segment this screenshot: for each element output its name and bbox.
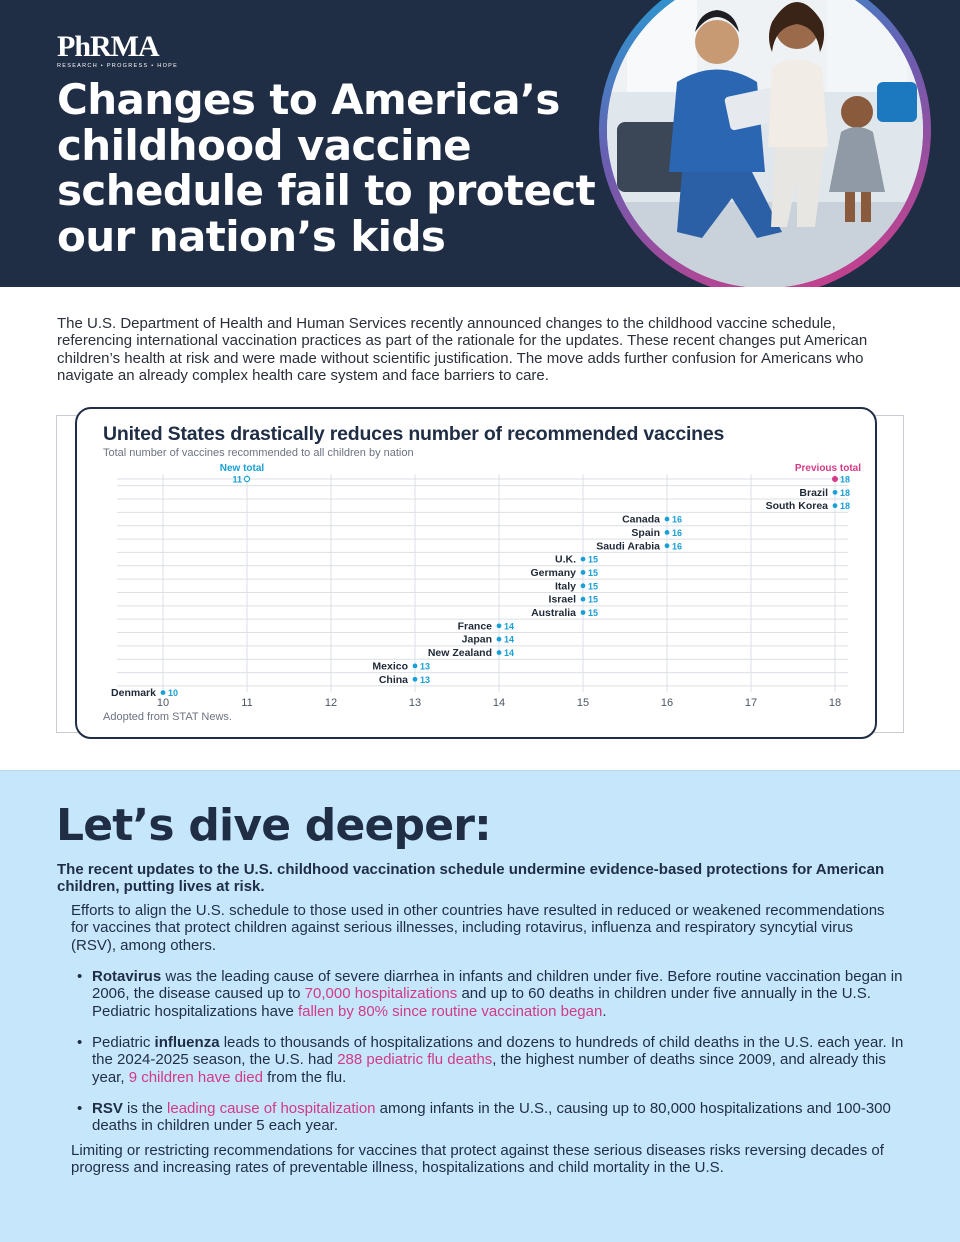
data-point bbox=[665, 543, 670, 548]
data-point bbox=[833, 490, 838, 495]
data-point bbox=[833, 503, 838, 508]
data-value-label: 15 bbox=[588, 608, 599, 618]
country-label: Brazil bbox=[799, 486, 828, 499]
data-point bbox=[665, 530, 670, 535]
page-title: Changes to America’s childhood vaccine schedule fail to protect our nation’s kids bbox=[57, 75, 596, 261]
data-point bbox=[581, 557, 586, 562]
bullet-term: Rotavirus bbox=[92, 968, 162, 985]
link-fallen-80-percent[interactable]: fallen by 80% since routine vaccination began bbox=[297, 1002, 603, 1020]
x-tick-label: 10 bbox=[156, 697, 170, 709]
bullet-text: is the bbox=[122, 1100, 168, 1117]
bullet-text: . bbox=[602, 1002, 607, 1020]
data-point bbox=[161, 690, 166, 695]
x-tick-label: 16 bbox=[660, 697, 674, 709]
country-label: South Korea bbox=[765, 500, 828, 513]
country-label: Italy bbox=[554, 580, 576, 593]
country-label: China bbox=[378, 673, 408, 686]
bullet-text: among infants in the U.S., causing up to 80,000 hospitalizations and 100-300 deaths in children under 5 each year. bbox=[92, 1100, 891, 1135]
country-label: Germany bbox=[530, 566, 576, 579]
data-point bbox=[497, 650, 502, 655]
bullet-rotavirus bbox=[92, 968, 907, 1020]
x-tick-label: 17 bbox=[744, 697, 758, 709]
new-total-point bbox=[244, 476, 249, 481]
country-label: Saudi Arabia bbox=[596, 540, 660, 553]
data-point bbox=[413, 677, 418, 682]
bullet-term: influenza bbox=[154, 1034, 220, 1051]
chart-grid bbox=[117, 474, 851, 692]
country-label: Israel bbox=[548, 593, 576, 606]
bullet-text: from the flu. bbox=[262, 1068, 347, 1086]
x-tick-label: 14 bbox=[492, 697, 506, 709]
bullet-text: , the highest number of deaths since 2009, and already this year, bbox=[92, 1051, 886, 1086]
body-paragraph-1: Efforts to align the U.S. schedule to those used in other countries have resulted in reduced or weakened recommendations for vaccines that protect children against serious illnesses, including rotavirus, influenza and respiratory syncytial virus (RSV), among others. bbox=[71, 902, 885, 954]
bullet-text: and up to 60 deaths in children under five annually in the U.S. Pediatric hospitalizations have bbox=[92, 985, 871, 1020]
bullet-term: RSV bbox=[92, 1100, 123, 1117]
x-tick-label: 18 bbox=[828, 697, 842, 709]
x-tick-label: 12 bbox=[324, 697, 338, 709]
data-value-label: 10 bbox=[168, 688, 179, 699]
x-tick-label: 15 bbox=[576, 697, 590, 709]
bullet-text: was the leading cause of severe diarrhea in infants and children under five. Before routine vaccination began in 2006, the disease caused up to bbox=[92, 968, 903, 1003]
data-point bbox=[581, 610, 586, 615]
previous-total-point bbox=[832, 476, 838, 482]
x-tick-label: 11 bbox=[241, 697, 253, 709]
intro-paragraph: The U.S. Department of Health and Human Services recently announced changes to the childhood vaccine schedule, referencing international vaccination practices as part of the rationale for the updates. These recent changes put American children’s health at risk and were made without scientific justification. The move adds further confusion for Americans who navigate an already complex health care system and face barriers to care. bbox=[57, 315, 868, 385]
section-lead: The recent updates to the U.S. childhood vaccination schedule undermine evidence-based protections for American children, putting lives at risk. bbox=[57, 861, 885, 896]
data-value-label: 16 bbox=[672, 541, 683, 552]
bullet-text: Pediatric bbox=[92, 1034, 155, 1051]
body-paragraph-2: Limiting or restricting recommendations for vaccines that protect against these serious diseases risks reversing decades of progress and increasing rates of preventable illness, hospitalizations and child mortality in the U.S. bbox=[71, 1142, 884, 1177]
country-label: Japan bbox=[461, 633, 492, 646]
chart-title: United States drastically reduces number of recommended vaccines bbox=[103, 423, 725, 445]
data-value-label: 14 bbox=[504, 621, 515, 632]
link-leading-cause-hospitalization[interactable]: leading cause of hospitalization bbox=[167, 1100, 376, 1117]
data-value-label: 14 bbox=[504, 648, 515, 659]
data-value-label: 14 bbox=[504, 634, 515, 645]
bullet-rsv bbox=[92, 1100, 907, 1135]
section-heading: Let’s dive deeper: bbox=[56, 800, 491, 851]
x-tick-label: 13 bbox=[408, 697, 422, 709]
chart-source: Adopted from STAT News. bbox=[103, 711, 232, 723]
data-value-label: 15 bbox=[588, 594, 599, 605]
country-label: Spain bbox=[631, 526, 660, 539]
data-value-label: 16 bbox=[672, 527, 683, 538]
data-point bbox=[581, 583, 586, 588]
previous-total-label: Previous total bbox=[794, 463, 861, 474]
chart-subtitle: Total number of vaccines recommended to all children by nation bbox=[103, 447, 414, 459]
bullet-text: leads to thousands of hospitalizations and dozens to hundreds of child deaths in the U.S. each year. In the 2024-2025 season, the U.S. had bbox=[92, 1034, 904, 1069]
country-label: Mexico bbox=[372, 660, 408, 673]
data-value-label: 18 bbox=[840, 501, 851, 512]
previous-total-value: 18 bbox=[840, 474, 851, 485]
country-label: Australia bbox=[531, 607, 576, 619]
data-value-label: 16 bbox=[672, 514, 683, 525]
data-value-label: 13 bbox=[420, 674, 431, 685]
link-70000-hospitalizations[interactable]: 70,000 hospitalizations bbox=[304, 985, 458, 1003]
country-label: France bbox=[457, 620, 492, 633]
data-point bbox=[581, 597, 586, 602]
data-value-label: 13 bbox=[420, 661, 431, 672]
country-label: U.K. bbox=[555, 553, 576, 566]
data-value-label: 15 bbox=[588, 581, 599, 592]
new-total-label: New total bbox=[219, 463, 265, 474]
link-288-flu-deaths[interactable]: 288 pediatric flu deaths bbox=[337, 1051, 493, 1069]
data-value-label: 18 bbox=[840, 487, 851, 498]
logo-wordmark: PhRMA bbox=[57, 30, 159, 63]
country-label: Denmark bbox=[111, 687, 156, 700]
data-point bbox=[497, 623, 502, 628]
country-label: New Zealand bbox=[427, 647, 492, 660]
data-value-label: 15 bbox=[588, 567, 599, 578]
data-point bbox=[581, 570, 586, 575]
data-point bbox=[497, 637, 502, 642]
data-point bbox=[413, 664, 418, 669]
link-9-children-died[interactable]: 9 children have died bbox=[128, 1068, 263, 1086]
country-label: Canada bbox=[622, 513, 660, 526]
data-point bbox=[665, 517, 670, 522]
new-total-value: 11 bbox=[232, 474, 242, 485]
bullet-influenza bbox=[92, 1034, 907, 1086]
logo-tagline: RESEARCH • PROGRESS • HOPE bbox=[57, 63, 179, 69]
data-value-label: 15 bbox=[588, 554, 599, 565]
